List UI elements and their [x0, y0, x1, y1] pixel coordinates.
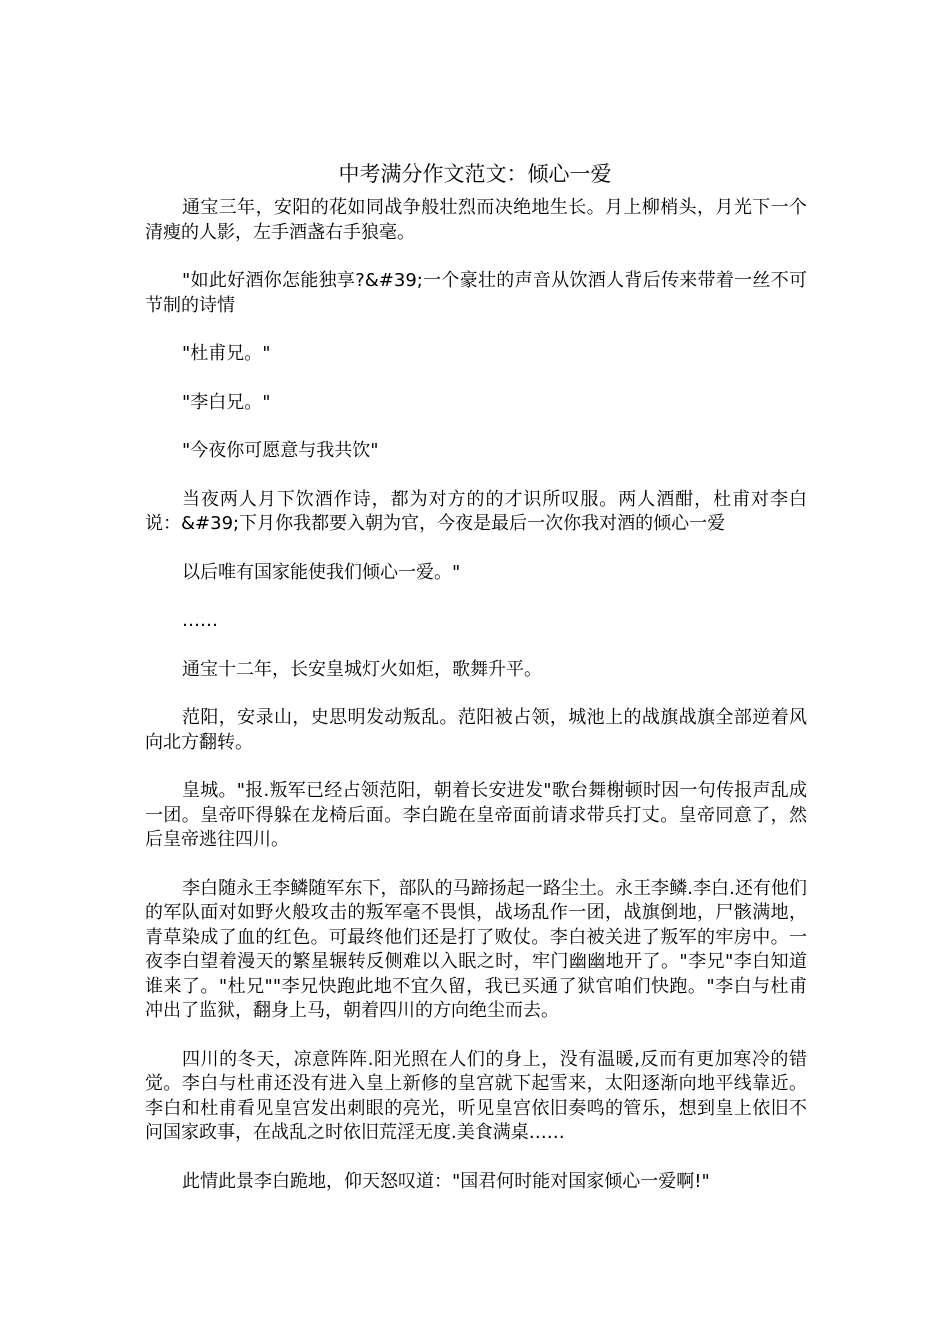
- essay-paragraph: "李白兄。": [182, 391, 271, 413]
- essay-paragraph: 当夜两人月下饮酒作诗，都为对方的的才识所叹服。两人酒酣，杜甫对李白说：&#39;下月你我都要入朝为官，今夜是最后一次你我对酒的倾心一爱: [145, 488, 807, 534]
- essay-paragraph: 四川的冬天，凉意阵阵.阳光照在人们的身上，没有温暖,反而有更加寒冷的错觉。李白与杜甫还没有进入皇上新修的皇宫就下起雪来，太阳逐渐向地平线靠近。李白和杜甫看见皇宫发出刺眼的亮光，听见皇宫依旧奏鸣的管乐，想到皇上依旧不问国家政事，在战乱之时依旧荒淫无度.美食满桌……: [145, 1048, 807, 1143]
- essay-paragraph: 李白随永王李鳞随军东下，部队的马蹄扬起一路尘土。永王李鳞.李白.还有他们的军队面对如野火般攻击的叛军毫不畏惧，战场乱作一团，战旗倒地，尸骸满地，青草染成了血的红色。可最终他们还是打了败仗。李白被关进了叛军的牢房中。一夜李白望着漫天的繁星辗转反侧难以入眠之时，牢门幽幽地开了。"李兄"李白知道谁来了。"杜兄""李兄快跑此地不宜久留，我已买通了狱官咱们快跑。"李白与杜甫冲出了监狱，翻身上马，朝着四川的方向绝尘而去。: [145, 877, 807, 1021]
- essay-paragraph: "如此好酒你怎能独享?&#39;一个豪壮的声音从饮酒人背后传来带着一丝不可节制的诗情: [145, 270, 807, 316]
- essay-paragraph: 以后唯有国家能使我们倾心一爱。": [182, 561, 461, 583]
- essay-paragraph: 通宝十二年，长安皇城灯火如炬，歌舞升平。: [182, 658, 542, 680]
- essay-paragraph-ellipsis: ……: [182, 610, 218, 631]
- essay-paragraph: 范阳，安录山，史思明发动叛乱。范阳被占领，城池上的战旗战旗全部逆着风向北方翻转。: [145, 707, 807, 753]
- essay-paragraph: 皇城。"报.叛军已经占领范阳，朝着长安进发"歌台舞榭顿时因一句传报声乱成一团。皇帝吓得躲在龙椅后面。李白跪在皇帝面前请求带兵打丈。皇帝同意了，然后皇帝逃往四川。: [145, 780, 807, 850]
- essay-paragraph: 通宝三年，安阳的花如同战争般壮烈而决绝地生长。月上柳梢头，月光下一个清瘦的人影，左手酒盏右手狼毫。: [145, 197, 807, 243]
- essay-title: 中考满分作文范文：倾心一爱: [338, 162, 612, 186]
- essay-paragraph: "杜甫兄。": [182, 343, 271, 364]
- essay-paragraph: "今夜你可愿意与我共饮": [182, 440, 379, 461]
- essay-body: [145, 196, 807, 1218]
- essay-paragraph: 此情此景李白跪地，仰天怒叹道："国君何时能对国家倾心一爱啊!": [182, 1170, 710, 1192]
